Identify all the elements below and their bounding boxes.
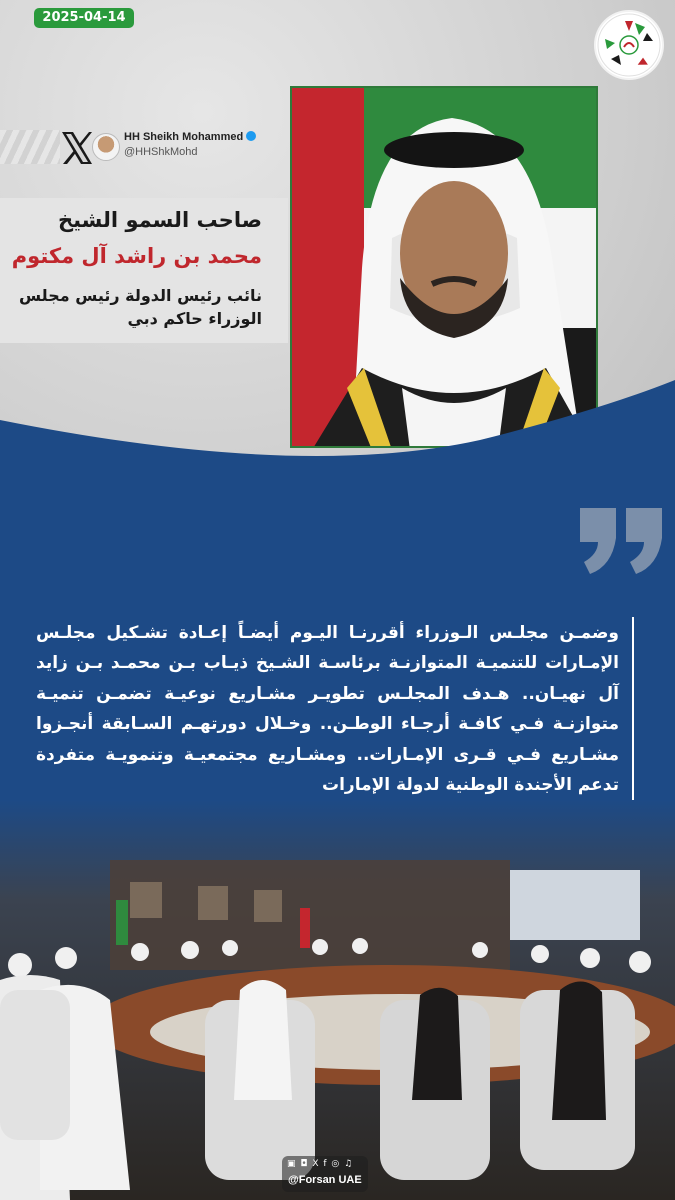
quote-body-text: وضمـن مجلـس الـوزراء أقررنـا اليـوم أيضـاً إعـادة تشـكيل مجلـس الإمـارات للتنميـة المتوازنـة برئاسـة الشـيخ ذيـاب بـن محمـد بـن زايد آل نهيـان.. هـدف المجلـس تطويـر مشـاريع نوعيـة تضمـن تنميـة متوازنـة فـي كافـة أرجـاء الوطـن.. وخـلال دورتهـم السـابقة أنجـزوا مشـاريع فـي قـرى الإمـارات.. ومشـاريع مجتمعيـة وتنمويـة متفردة تدعم الأجندة الوطنية لدولة الإمارات	[36, 623, 619, 796]
organization-logo	[596, 12, 662, 78]
x-logo-icon	[60, 128, 94, 168]
quote-mark-icon	[580, 488, 664, 574]
avatar	[92, 133, 120, 161]
social-icons: ▣ ◘ X f ◎ ♫	[287, 1159, 354, 1169]
twitter-name-text: HH Sheikh Mohammed	[124, 131, 244, 143]
decorative-stripes	[0, 130, 60, 164]
social-handle-badge	[282, 1156, 368, 1192]
title-name: محمد بن راشد آل مكتوم	[11, 244, 262, 268]
cabinet-meeting-photo	[0, 800, 675, 1200]
twitter-display-name	[124, 131, 256, 143]
title-position: نائب رئيس الدولة رئيس مجلس الوزراء حاكم دبي	[19, 286, 262, 328]
title-honorific: صاحب السمو الشيخ	[57, 208, 262, 232]
date-badge: 2025-04-14	[34, 8, 134, 28]
social-handle: @Forsan UAE	[288, 1174, 362, 1186]
twitter-handle-row	[0, 128, 290, 168]
verified-badge-icon	[246, 131, 256, 141]
twitter-handle: @HHShkMohd	[124, 146, 198, 158]
title-box	[0, 198, 288, 343]
